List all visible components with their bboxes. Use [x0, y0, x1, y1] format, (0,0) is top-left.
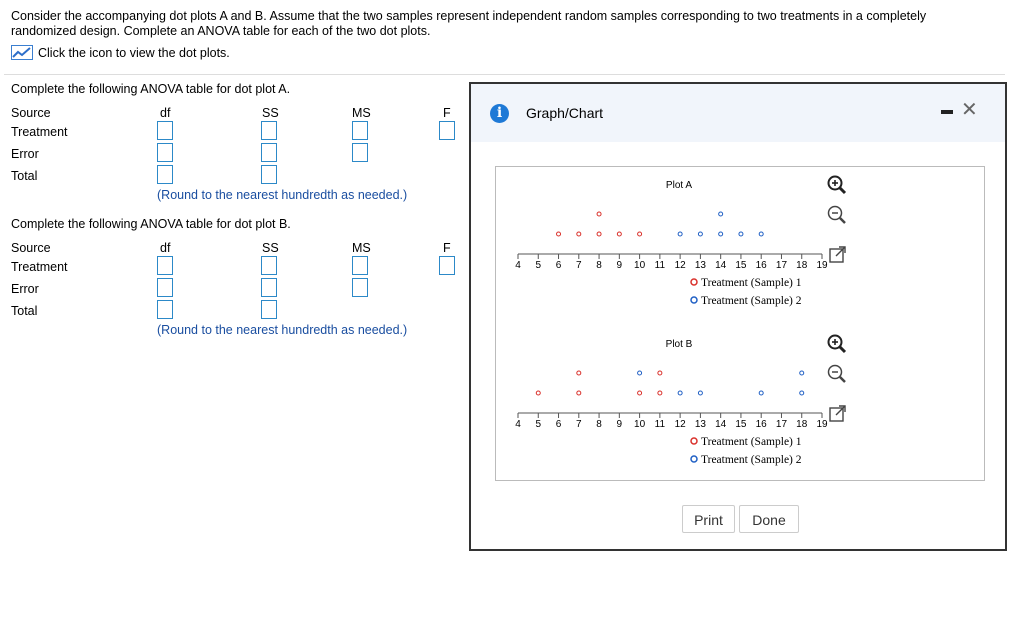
x-tick-label: 7 — [576, 419, 582, 430]
x-tick-label: 6 — [555, 419, 562, 430]
divider — [4, 74, 1005, 75]
table-a-row-total: Total — [11, 169, 38, 183]
table-a-f-input[interactable] — [439, 121, 455, 140]
plot-title: Plot B — [665, 339, 693, 350]
table-a-col-ms: MS — [352, 106, 371, 120]
dot-point-sample-2 — [800, 391, 804, 395]
table-b-f-input[interactable] — [439, 256, 455, 275]
dot-point-sample-1 — [658, 391, 662, 395]
dot-point-sample-1 — [557, 232, 561, 236]
legend-marker-sample-1 — [691, 279, 697, 285]
x-tick-label: 16 — [755, 419, 767, 430]
table-b-error-ss-input[interactable] — [261, 278, 277, 297]
dot-point-sample-2 — [739, 232, 743, 236]
table-a-col-ss: SS — [262, 106, 279, 120]
table-b-rounding-note: (Round to the nearest hundredth as needed.) — [157, 323, 408, 337]
problem-statement — [11, 9, 1001, 39]
dot-point-sample-1 — [577, 232, 581, 236]
x-tick-label: 5 — [535, 419, 542, 430]
dot-point-sample-2 — [698, 391, 702, 395]
table-b-error-ms-input[interactable] — [352, 278, 368, 297]
problem-line-2: randomized design. Complete an ANOVA table for each of the two dot plots. — [11, 24, 431, 38]
table-a-treatment-ss-input[interactable] — [261, 121, 277, 140]
x-tick-label: 8 — [596, 260, 602, 271]
x-tick-label: 13 — [694, 419, 706, 430]
table-b-treatment-ss-input[interactable] — [261, 256, 277, 275]
x-tick-label: 4 — [515, 260, 521, 271]
zoom-in-icon[interactable] — [826, 174, 848, 196]
x-tick-label: 12 — [674, 419, 686, 430]
table-a-col-f: F — [443, 106, 451, 120]
dot-point-sample-1 — [577, 371, 581, 375]
x-tick-label: 4 — [515, 419, 521, 430]
x-tick-label: 13 — [694, 260, 706, 271]
legend-label-sample-1: Treatment (Sample) 1 — [701, 277, 802, 289]
table-a-total-df-input[interactable] — [157, 165, 173, 184]
dot-point-sample-1 — [658, 371, 662, 375]
dot-point-sample-2 — [719, 232, 723, 236]
zoom-in-icon[interactable] — [826, 333, 848, 355]
table-a-error-ms-input[interactable] — [352, 143, 368, 162]
table-a-treatment-df-input[interactable] — [157, 121, 173, 140]
dot-point-sample-2 — [719, 212, 723, 216]
x-tick-label: 14 — [715, 419, 727, 430]
legend-marker-sample-2 — [691, 456, 697, 462]
dot-point-sample-2 — [678, 391, 682, 395]
x-tick-label: 18 — [796, 260, 808, 271]
dot-point-sample-1 — [638, 391, 642, 395]
minimize-button[interactable] — [941, 110, 953, 114]
view-dot-plots-link[interactable] — [11, 45, 230, 60]
x-tick-label: 19 — [816, 419, 828, 430]
x-tick-label: 8 — [596, 419, 602, 430]
problem-line-1: Consider the accompanying dot plots A and B. Assume that the two samples represent independent random samples corresponding to two treatments in a completely — [11, 9, 927, 23]
table-b-heading: Complete the following ANOVA table for dot plot B. — [11, 217, 291, 231]
zoom-out-icon[interactable] — [826, 204, 848, 226]
view-dot-plots-text[interactable]: Click the icon to view the dot plots. — [38, 45, 230, 60]
popout-icon[interactable] — [827, 244, 849, 266]
table-a-error-df-input[interactable] — [157, 143, 173, 162]
table-b-col-df: df — [160, 241, 171, 255]
dot-point-sample-1 — [577, 391, 581, 395]
done-button[interactable]: Done — [739, 505, 799, 533]
x-tick-label: 17 — [775, 260, 788, 271]
dot-point-sample-1 — [638, 232, 642, 236]
table-b-col-ss: SS — [262, 241, 279, 255]
table-b-total-df-input[interactable] — [157, 300, 173, 319]
table-a-treatment-ms-input[interactable] — [352, 121, 368, 140]
table-b-col-f: F — [443, 241, 451, 255]
x-tick-label: 15 — [735, 260, 747, 271]
x-tick-label: 5 — [535, 260, 542, 271]
x-tick-label: 14 — [715, 260, 727, 271]
legend-label-sample-1: Treatment (Sample) 1 — [701, 436, 802, 448]
dot-point-sample-2 — [638, 371, 642, 375]
dot-point-sample-2 — [678, 232, 682, 236]
table-a-error-ss-input[interactable] — [261, 143, 277, 162]
dot-point-sample-2 — [759, 232, 763, 236]
table-a-row-treatment: Treatment — [11, 125, 68, 139]
table-b-row-treatment: Treatment — [11, 260, 68, 274]
info-icon: i — [490, 104, 509, 123]
table-a-total-ss-input[interactable] — [261, 165, 277, 184]
x-tick-label: 9 — [616, 419, 623, 430]
table-a-col-source: Source — [11, 106, 51, 120]
x-tick-label: 19 — [816, 260, 828, 271]
dot-point-sample-1 — [597, 212, 601, 216]
dot-point-sample-1 — [597, 232, 601, 236]
dot-point-sample-1 — [536, 391, 540, 395]
dot-point-sample-2 — [759, 391, 763, 395]
x-tick-label: 11 — [654, 419, 666, 430]
table-b-row-total: Total — [11, 304, 38, 318]
x-tick-label: 16 — [755, 260, 767, 271]
table-b-col-source: Source — [11, 241, 51, 255]
table-b-row-error: Error — [11, 282, 39, 296]
legend-label-sample-2: Treatment (Sample) 2 — [701, 454, 802, 466]
table-b-treatment-df-input[interactable] — [157, 256, 173, 275]
table-a-row-error: Error — [11, 147, 39, 161]
legend-marker-sample-2 — [691, 297, 697, 303]
chart-icon[interactable] — [11, 45, 33, 60]
x-tick-label: 7 — [576, 260, 582, 271]
table-b-treatment-ms-input[interactable] — [352, 256, 368, 275]
chart-panel — [495, 166, 985, 481]
close-icon[interactable]: ✕ — [961, 97, 978, 121]
x-tick-label: 11 — [654, 260, 666, 271]
dot-point-sample-1 — [617, 232, 621, 236]
legend-marker-sample-1 — [691, 438, 697, 444]
x-tick-label: 12 — [674, 260, 686, 271]
table-b-total-ss-input[interactable] — [261, 300, 277, 319]
table-a-col-df: df — [160, 106, 171, 120]
table-b-col-ms: MS — [352, 241, 371, 255]
table-a-rounding-note: (Round to the nearest hundredth as needed.) — [157, 188, 408, 202]
popout-icon[interactable] — [827, 403, 849, 425]
x-tick-label: 9 — [616, 260, 623, 271]
dialog-title: Graph/Chart — [526, 105, 604, 121]
zoom-out-icon[interactable] — [826, 363, 848, 385]
x-tick-label: 17 — [775, 419, 788, 430]
dot-plots-svg — [496, 167, 984, 480]
graph-chart-dialog — [469, 82, 1007, 551]
print-button[interactable]: Print — [682, 505, 735, 533]
dot-point-sample-2 — [800, 371, 804, 375]
table-a-heading: Complete the following ANOVA table for dot plot A. — [11, 82, 291, 96]
legend-label-sample-2: Treatment (Sample) 2 — [701, 295, 802, 307]
x-tick-label: 15 — [735, 419, 747, 430]
plot-title: Plot A — [665, 180, 693, 191]
x-tick-label: 10 — [634, 419, 646, 430]
dot-point-sample-2 — [698, 232, 702, 236]
table-b-error-df-input[interactable] — [157, 278, 173, 297]
x-tick-label: 6 — [555, 260, 562, 271]
x-tick-label: 18 — [796, 419, 808, 430]
x-tick-label: 10 — [634, 260, 646, 271]
